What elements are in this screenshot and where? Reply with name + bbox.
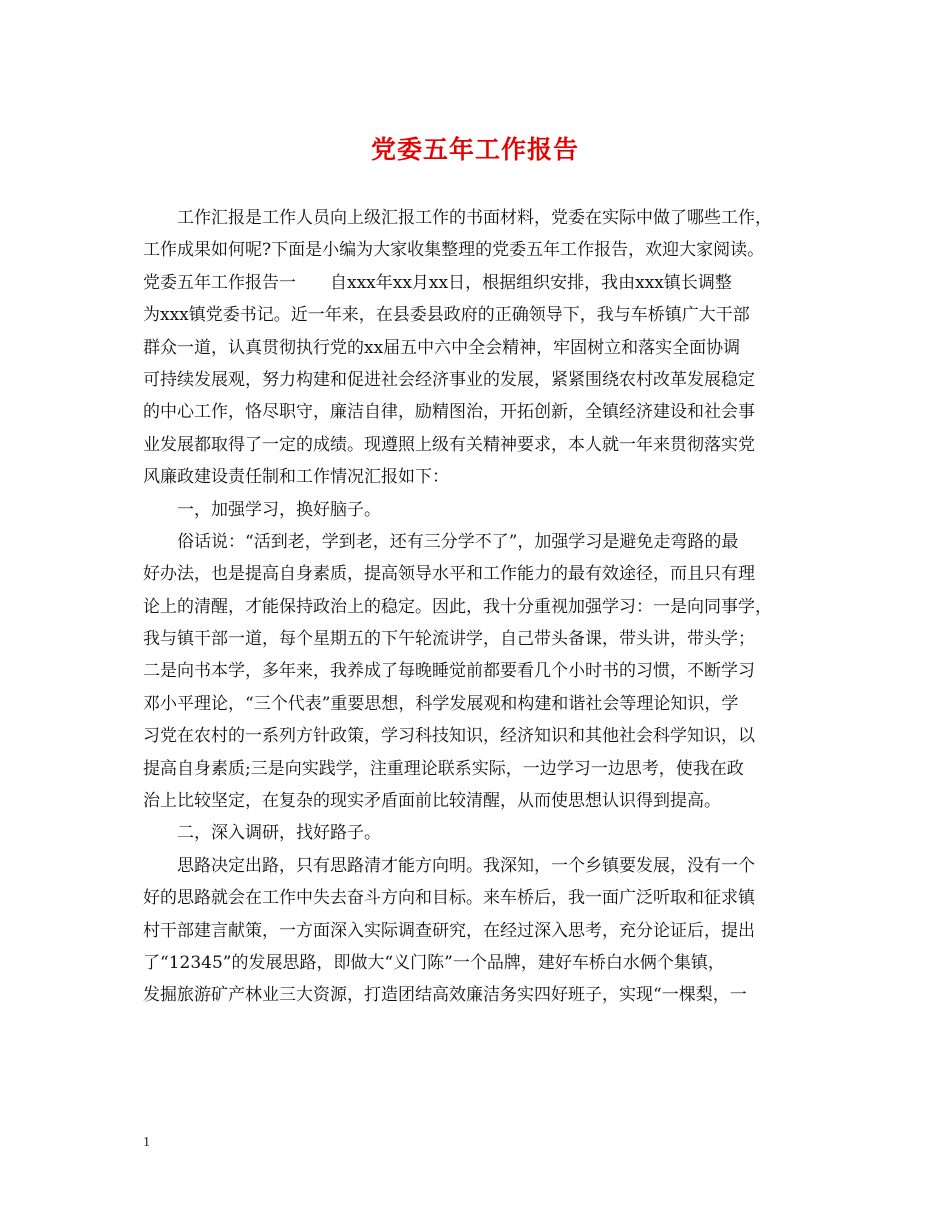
body-line: 为xxx镇党委书记。近一年来，在县委县政府的正确领导下，我与车桥镇广大干部 [143, 305, 750, 326]
body-line: 一，加强学习，换好脑子。 [177, 499, 381, 520]
body-line: 俗话说：“活到老，学到老，还有三分学不了”，加强学习是避免走弯路的最 [177, 531, 739, 552]
body-line: 习党在农村的一系列方针政策，学习科技知识，经济知识和其他社会科学知识，以 [143, 726, 755, 747]
body-line: 好的思路就会在工作中失去奋斗方向和目标。来车桥后，我一面广泛听取和征求镇 [143, 888, 755, 909]
body-line: 党委五年工作报告一 自xxx年xx月xx日，根据组织安排，我由xxx镇长调整 [143, 272, 732, 293]
body-line: 好办法，也是提高自身素质，提高领导水平和工作能力的最有效途径，而且只有理 [143, 564, 755, 585]
body-line: 工作汇报是工作人员向上级汇报工作的书面材料，党委在实际中做了哪些工作， [177, 208, 772, 228]
body-line: 的中心工作，恪尽职守，廉洁自律，励精图治，开拓创新，全镇经济建设和社会事 [143, 402, 755, 423]
document-title: 党委五年工作报告 [370, 135, 579, 164]
body-line: 群众一道，认真贯彻执行党的xx届五中六中全会精神，牢固树立和落实全面协调 [143, 337, 741, 358]
body-line: 二是向书本学，多年来，我养成了每晚睡觉前都要看几个小时书的习惯，不断学习 [143, 661, 755, 682]
body-line: 可持续发展观，努力构建和促进社会经济事业的发展，紧紧围绕农村改革发展稳定 [143, 369, 755, 390]
body-line: 提高自身素质;三是向实践学，注重理论联系实际，一边学习一边思考，使我在政 [143, 758, 744, 779]
document-body [143, 202, 829, 1012]
body-line: 发掘旅游矿产林业三大资源，打造团结高效廉洁务实四好班子，实现“一棵梨，一 [143, 985, 747, 1006]
body-line: 了“12345”的发展思路，即做大“义门陈”一个品牌，建好车桥白水俩个集镇， [143, 952, 725, 973]
body-line: 我与镇干部一道，每个星期五的下午轮流讲学，自己带头备课，带头讲，带头学； [143, 629, 755, 650]
body-line: 村干部建言献策，一方面深入实际调查研究，在经过深入思考，充分论证后，提出 [143, 920, 755, 941]
body-line: 邓小平理论，“三个代表”重要思想，科学发展观和构建和谐社会等理论知识，学 [143, 693, 739, 714]
body-line: 风廉政建设责任制和工作情况汇报如下： [143, 467, 449, 488]
body-line: 业发展都取得了一定的成绩。现遵照上级有关精神要求，本人就一年来贯彻落实党 [143, 434, 755, 455]
page-number: 1 [143, 1135, 150, 1150]
body-line: 治上比较坚定，在复杂的现实矛盾面前比较清醒，从而使思想认识得到提高。 [143, 791, 721, 812]
body-line: 工作成果如何呢?下面是小编为大家收集整理的党委五年工作报告，欢迎大家阅读。 [143, 240, 765, 261]
body-line: 二，深入调研，找好路子。 [177, 823, 381, 844]
body-line: 思路决定出路，只有思路清才能方向明。我深知，一个乡镇要发展，没有一个 [177, 855, 755, 876]
body-line: 论上的清醒，才能保持政治上的稳定。因此，我十分重视加强学习：一是向同事学， [143, 596, 772, 617]
